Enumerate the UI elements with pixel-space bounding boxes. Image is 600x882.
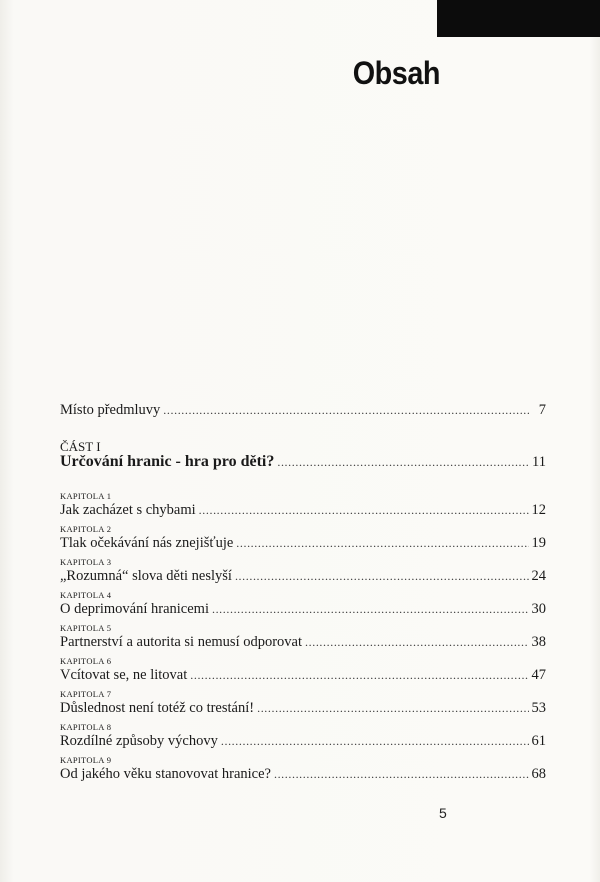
entry-page: 12 — [531, 502, 546, 518]
chapter-label: KAPITOLA 6 — [60, 656, 112, 666]
page-number: 5 — [439, 805, 447, 821]
entry-title: „Rozumná“ slova děti neslyší — [60, 568, 232, 584]
toc-entry-foreword — [60, 402, 546, 418]
entry-title: Vcítovat se, ne litovat — [60, 667, 188, 683]
toc-entry — [60, 535, 546, 551]
dot-leader — [212, 601, 529, 617]
chapter-label: KAPITOLA 7 — [60, 689, 112, 699]
entry-page: 47 — [531, 667, 546, 683]
dot-leader — [236, 535, 528, 551]
entry-title: Partnerství a autorita si nemusí odporovat — [60, 634, 303, 650]
part-title: Určování hranic - hra pro děti? — [60, 453, 275, 470]
toc-entry — [60, 700, 546, 716]
chapter-label: KAPITOLA 3 — [60, 557, 112, 567]
dot-leader — [199, 502, 529, 518]
entry-title: Důslednost není totéž co trestání! — [60, 700, 255, 716]
part-label: ČÁST I — [60, 439, 101, 454]
chapter-label: KAPITOLA 4 — [60, 590, 112, 600]
dot-leader — [221, 733, 529, 749]
dot-leader — [163, 402, 529, 418]
entry-page: 30 — [531, 601, 546, 617]
dot-leader — [257, 700, 528, 716]
toc-chapter-4 — [60, 590, 546, 617]
toc-chapter-5 — [60, 623, 546, 650]
toc-entry — [60, 667, 546, 683]
toc-chapter-8 — [60, 722, 546, 749]
table-of-contents — [60, 402, 546, 782]
toc-chapter-1 — [60, 491, 546, 518]
corner-black-bar — [437, 0, 600, 37]
dot-leader — [277, 454, 529, 470]
entry-page: 53 — [531, 700, 546, 716]
chapter-label: KAPITOLA 8 — [60, 722, 112, 732]
entry-page: 68 — [531, 766, 546, 782]
dot-leader — [274, 766, 529, 782]
toc-entry — [60, 601, 546, 617]
entry-title: O deprimování hranicemi — [60, 601, 209, 617]
toc-chapter-7 — [60, 689, 546, 716]
page-title: Obsah — [352, 55, 440, 91]
entry-page: 61 — [531, 733, 546, 749]
part-page: 11 — [532, 454, 546, 470]
chapter-label: KAPITOLA 9 — [60, 755, 112, 765]
chapter-label: KAPITOLA 2 — [60, 524, 112, 534]
dot-leader — [235, 568, 529, 584]
toc-chapter-3 — [60, 557, 546, 584]
chapter-label: KAPITOLA 5 — [60, 623, 112, 633]
entry-page: 7 — [538, 402, 546, 418]
toc-chapter-6 — [60, 656, 546, 683]
toc-entry-part — [60, 454, 546, 470]
dot-leader — [190, 667, 528, 683]
entry-page: 19 — [531, 535, 546, 551]
toc-entry — [60, 766, 546, 782]
entry-page: 24 — [531, 568, 546, 584]
toc-entry — [60, 502, 546, 518]
toc-entry — [60, 634, 546, 650]
entry-title: Od jakého věku stanovovat hranice? — [60, 766, 271, 782]
entry-title: Místo předmluvy — [60, 402, 161, 418]
toc-chapter-9 — [60, 755, 546, 782]
entry-title: Jak zacházet s chybami — [60, 502, 196, 518]
chapter-label: KAPITOLA 1 — [60, 491, 112, 501]
entry-page: 38 — [531, 634, 546, 650]
entry-title: Rozdílné způsoby výchovy — [60, 733, 218, 749]
toc-chapter-2 — [60, 524, 546, 551]
dot-leader — [305, 634, 528, 650]
toc-entry — [60, 733, 546, 749]
entry-title: Tlak očekávání nás znejišťuje — [60, 535, 234, 551]
toc-entry — [60, 568, 546, 584]
